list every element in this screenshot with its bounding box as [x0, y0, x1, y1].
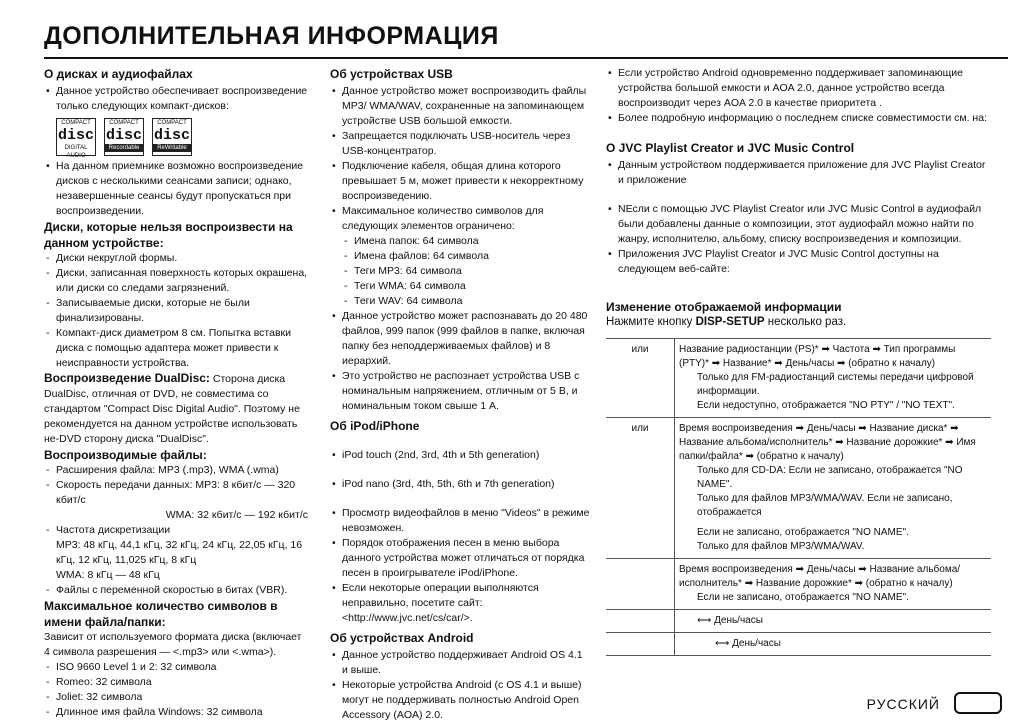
- display-instruction: Нажмите кнопку DISP-SETUP несколько раз.: [606, 316, 847, 328]
- android-bullet: • Если устройство Android одновременно поддерживает запоминающие устройства большой емкости и AOA 2.0, данное устройство всегда воспроизводит через AOA 2.0 в качестве приоритета .: [606, 66, 991, 111]
- ipod-bullet: • iPod nano (3rd, 4th, 5th, 6th и 7th generation): [330, 477, 590, 492]
- cd-logo: COMPACT disc DIGITAL AUDIO: [57, 120, 94, 159]
- display-row-content: [675, 559, 992, 610]
- discs-bullet-2: • На данном приемнике возможно воспроизведение дисков с несколькими сеансами записи; однако, незавершенные сеансы будут пропускаться при воспроизведении.: [44, 159, 308, 219]
- display-row-main: ⟷ День/часы: [715, 638, 781, 649]
- ipod-heading: Об iPod/iPhone: [330, 419, 420, 433]
- usb-bullet: • Это устройство не распознает устройства USB с номинальным напряжением, отличным от 5 В, и номинальным током свыше 1 А.: [330, 369, 590, 414]
- file-spec: - Файлы с переменной скоростью в битах (VBR).: [44, 583, 308, 598]
- jvc-bullet: • Приложения JVC Playlist Creator и JVC Music Control доступны на следующем веб-сайте:: [606, 247, 991, 277]
- usb-limit: - Теги WMA: 64 символа: [342, 279, 590, 294]
- display-note: Только для файлов MP3/WMA/WAV. Если не записано, отображается: [697, 493, 953, 518]
- usb-limit: - Теги MP3: 64 символа: [342, 264, 590, 279]
- display-note: Только для файлов MP3/WMA/WAV.: [697, 541, 865, 552]
- file-spec: MP3: 48 кГц, 44,1 кГц, 32 кГц, 24 кГц, 22,05 кГц, 16 кГц, 12 кГц, 11,025 кГц, 8 кГц: [56, 539, 303, 566]
- unplayable-item: - Диски некруглой формы.: [44, 251, 308, 266]
- discs-heading: О дисках и аудиофайлах: [44, 67, 193, 81]
- display-row-key: или: [606, 339, 675, 418]
- display-row-main: Название радиостанции (PS)* ➡ Частота ➡ Тип программы (PTY)* ➡ Название* ➡ День/часы ➡ (обратно к началу): [679, 344, 956, 369]
- maxchars-item: - ISO 9660 Level 1 и 2: 32 символа: [44, 660, 308, 675]
- jvc-heading: О JVC Playlist Creator и JVC Music Control: [606, 141, 855, 155]
- disp-setup-key: DISP-SETUP: [695, 316, 765, 328]
- ipod-bullet: • Просмотр видеофайлов в меню "Videos" в режиме невозможен.: [330, 506, 590, 536]
- display-note: Только для FM-радиостанций системы передачи цифровой информации.: [697, 372, 974, 397]
- discs-bullet-1: • Данное устройство обеспечивает воспроизведение только следующих компакт-дисков:: [44, 84, 308, 114]
- display-row: [606, 559, 991, 610]
- usb-bullet: • Подключение кабеля, общая длина которого превышает 5 м, может привести к некорректному воспроизведению.: [330, 159, 590, 204]
- column-usb-ipod: [330, 66, 590, 723]
- display-row-content: [675, 339, 992, 418]
- android-bullet: • Некоторые устройства Android (с OS 4.1 и выше) могут не поддерживать полностью Android Open Accessory (AOA) 2.0.: [330, 678, 590, 723]
- usb-limit: - Имена файлов: 64 символа: [342, 249, 590, 264]
- file-spec: - Расширения файла: MP3 (.mp3), WMA (.wma): [44, 463, 308, 478]
- android-bullet: • Более подробную информацию о последнем списке совместимости см. на:: [606, 111, 991, 126]
- display-table: [606, 338, 991, 656]
- unplayable-item: - Записываемые диски, которые не были финализированы.: [44, 296, 308, 326]
- usb-bullet: • Запрещается подключать USB-носитель через USB-концентратор.: [330, 129, 590, 159]
- maxchars-item: - Joliet: 32 символа: [44, 690, 308, 705]
- display-row-key: [606, 610, 675, 633]
- ipod-bullet: • iPod touch (2nd, 3rd, 4th и 5th generation): [330, 448, 590, 463]
- usb-limit: - Имена папок: 64 символа: [342, 234, 590, 249]
- display-note: Если недоступно, отображается "NO PTY" / "NO TEXT".: [697, 400, 955, 411]
- usb-heading: Об устройствах USB: [330, 67, 453, 81]
- cd-rw-logo: COMPACT disc ReWritable: [152, 118, 192, 156]
- page-number-box: [954, 692, 1002, 714]
- display-row-key: или: [606, 418, 675, 559]
- disc-logos: [44, 118, 308, 159]
- column-discs: [44, 66, 308, 720]
- unplayable-item: - Диски, записанная поверхность которых окрашена, или диски со следами загрязнений.: [44, 266, 308, 296]
- maxchars-item: - Romeo: 32 символа: [44, 675, 308, 690]
- file-spec: - Скорость передачи данных: MP3: 8 кбит/с — 320 кбит/с: [44, 478, 308, 508]
- display-row-main: Время воспроизведения ➡ День/часы ➡ Название диска* ➡ Название альбома/исполнитель* ➡ Название дорожкие* ➡ Имя папки/файла* ➡ (обратно к началу): [679, 423, 976, 462]
- playable-files-heading: Воспроизводимые файлы:: [44, 448, 207, 462]
- display-row-main: Время воспроизведения ➡ День/часы ➡ Название альбома/ исполнитель* ➡ Название дорожкие* ➡ (обратно к началу): [679, 564, 961, 589]
- display-row: [606, 418, 991, 559]
- file-spec: WMA: 8 кГц — 48 кГц: [56, 569, 160, 581]
- display-note: Если не записано, отображается "NO NAME".: [697, 527, 909, 538]
- column-android-jvc-display: [606, 66, 991, 656]
- title-rule: [44, 57, 1008, 59]
- display-note: Только для CD-DA: Если не записано, отображается "NO NAME".: [697, 465, 963, 490]
- display-row: [606, 610, 991, 633]
- file-spec: - Частота дискретизации: [44, 523, 308, 538]
- display-row-content: [675, 633, 992, 656]
- jvc-bullet: • NЕсли с помощью JVC Playlist Creator или JVC Music Control в аудиофайл были добавлены данные о композиции, этот аудиофайл можно найти по жанру, исполнителю, альбому, списку воспроизведения и композиции.: [606, 202, 991, 247]
- unplayable-heading: Диски, которые нельзя воспроизвести на данном устройстве:: [44, 220, 293, 250]
- maxchars-text: Зависит от используемого формата диска (включает 4 символа разрешения — <.mp3> или <.wma>).: [44, 631, 302, 658]
- ipod-bullet: • Если некоторые операции выполняются неправильно, посетите сайт: <http://www.jvc.net/cs/car/>.: [330, 581, 590, 626]
- display-row-content: [675, 418, 992, 559]
- display-row-key: [606, 633, 675, 656]
- maxchars-heading: Максимальное количество символов в имени файла/папки:: [44, 599, 278, 629]
- display-row-content: [675, 610, 992, 633]
- android-bullet: • Данное устройство поддерживает Android OS 4.1 и выше.: [330, 648, 590, 678]
- file-spec: WMA: 32 кбит/с — 192 кбит/с: [165, 509, 308, 521]
- display-note: Если не записано, отображается "NO NAME".: [697, 592, 909, 603]
- usb-bullet: • Максимальное количество символов для следующих элементов ограничено:: [330, 204, 590, 234]
- jvc-bullet: • Данным устройством поддерживается приложение для JVC Playlist Creator и приложение: [606, 158, 991, 188]
- page-title: ДОПОЛНИТЕЛЬНАЯ ИНФОРМАЦИЯ: [44, 22, 499, 50]
- usb-bullet: • Данное устройство может воспроизводить файлы MP3/ WMA/WAV, сохраненные на запоминающем устройстве USB большой емкости.: [330, 84, 590, 129]
- maxchars-item: - Длинное имя файла Windows: 32 символа: [44, 705, 308, 720]
- display-heading: Изменение отображаемой информации: [606, 300, 842, 314]
- cd-r-logo: COMPACT disc Recordable: [104, 118, 144, 156]
- display-row: [606, 339, 991, 418]
- unplayable-item: - Компакт-диск диаметром 8 см. Попытка вставки диска с помощью адаптера может привести к неисправности устройства.: [44, 326, 308, 371]
- footer-language: РУССКИЙ: [866, 696, 940, 712]
- display-row-main: ⟷ День/часы: [697, 615, 763, 626]
- usb-limit: - Теги WAV: 64 символа: [342, 294, 590, 309]
- usb-bullet: • Данное устройство может распознавать до 20 480 файлов, 999 папок (999 файлов в папке, включая папку без неподдерживаемых файлов) и 8 иерархий.: [330, 309, 590, 369]
- ipod-bullet: • Порядок отображения песен в меню выбора данного устройства может отличаться от порядка песен в проигрывателе iPod/iPhone.: [330, 536, 590, 581]
- dualdisc-paragraph: Воспроизведение DualDisc: Сторона диска DualDisc, отличная от DVD, не совместима со стандартом "Compact Disc Digital Audio". Поэтому не рекомендуется на данном устройстве использовать не-DVD сторону диска "DualDisc".: [44, 371, 300, 445]
- android-heading: Об устройствах Android: [330, 631, 474, 645]
- display-row: [606, 633, 991, 656]
- display-row-key: [606, 559, 675, 610]
